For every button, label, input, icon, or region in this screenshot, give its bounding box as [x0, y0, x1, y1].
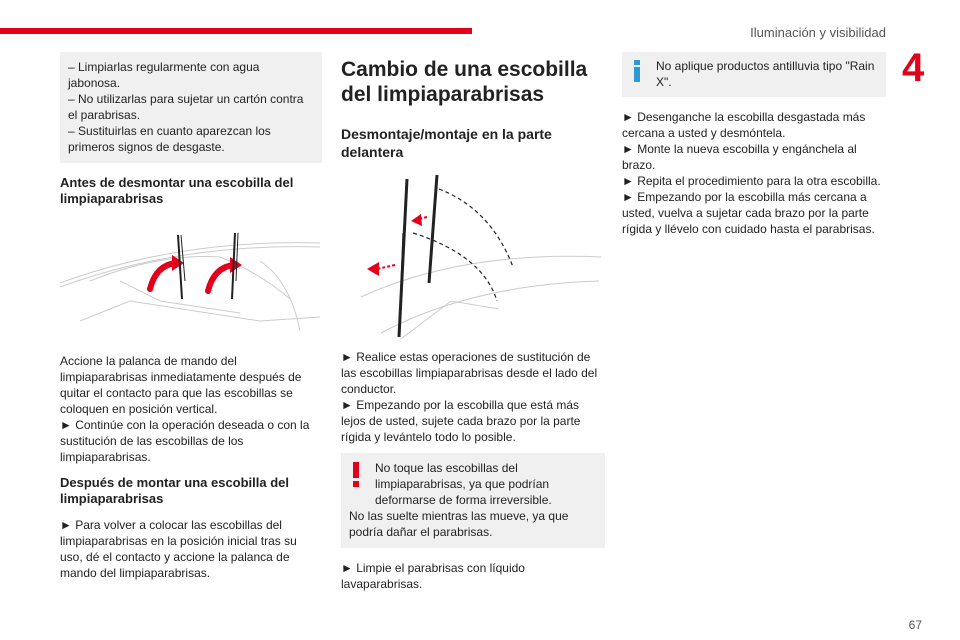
step-2: ► Monte la nueva escobilla y engánchela al brazo. — [622, 142, 857, 172]
info-text: No aplique productos antilluvia tipo "Rain X". — [656, 59, 875, 89]
warning-text-1: No toque las escobillas del limpiaparabrisas, ya que podrían deformarse de forma irreversible. — [375, 461, 552, 507]
column-middle — [341, 52, 605, 592]
tip-item: – Limpiarlas regularmente con agua jabonosa. — [68, 60, 260, 90]
before-text-2: ► Continúe con la operación deseada o con la sustitución de las escobillas de los limpiaparabrisas. — [60, 418, 310, 464]
info-box — [622, 52, 886, 97]
chapter-number: 4 — [902, 46, 925, 90]
step-3: ► Repita el procedimiento para la otra escobilla. — [622, 174, 881, 188]
after-heading: Después de montar una escobilla del limpiaparabrisas — [60, 475, 290, 506]
step-2: ► Empezando por la escobilla que está más lejos de usted, sujete cada brazo por la parte rígida y levántelo todo lo posible. — [341, 398, 581, 444]
step-1: ► Realice estas operaciones de sustitución de las escobillas limpiaparabrisas desde el lado del conductor. — [341, 350, 598, 396]
tip-item: – Sustituirlas en cuanto aparezcan los primeros signos de desgaste. — [68, 124, 271, 154]
page-number: 67 — [908, 618, 922, 632]
tips-box — [60, 52, 322, 163]
step-4: ► Empezando por la escobilla más cercana a usted, vuelva a sujetar cada brazo por la parte rígida y llévelo con cuidado hasta el parabrisas. — [622, 190, 875, 236]
info-icon — [632, 60, 642, 82]
after-text: ► Para volver a colocar las escobillas del limpiaparabrisas en la posición inicial tras su uso, dé el contacto y accione la palanca de mando del limpiaparabrisas. — [60, 518, 297, 580]
wiper-vertical-illustration — [60, 221, 322, 345]
subsection-title: Desmontaje/montaje en la parte delantera — [341, 126, 552, 160]
column-right — [622, 52, 886, 237]
tip-item: – No utilizarlas para sujetar un cartón contra el parabrisas. — [68, 92, 304, 122]
page-title: Cambio de una escobilla del limpiaparabrisas — [341, 58, 588, 106]
exclamation-icon — [350, 462, 362, 488]
warning-box — [341, 453, 605, 548]
column-left — [60, 52, 322, 581]
step-3: ► Limpie el parabrisas con líquido lavaparabrisas. — [341, 561, 525, 591]
wiper-lift-illustration — [341, 173, 603, 339]
step-1: ► Desenganche la escobilla desgastada más cercana a usted y desmóntela. — [622, 110, 866, 140]
header-red-bar — [0, 28, 472, 34]
section-title: Iluminación y visibilidad — [750, 25, 886, 40]
warning-text-2: No las suelte mientras las mueve, ya que podría dañar el parabrisas. — [349, 509, 569, 539]
before-heading: Antes de desmontar una escobilla del limpiaparabrisas — [60, 175, 294, 206]
before-text-1: Accione la palanca de mando del limpiaparabrisas inmediatamente después de quitar el contacto para que las escobillas se coloquen en posición vertical. — [60, 354, 302, 416]
